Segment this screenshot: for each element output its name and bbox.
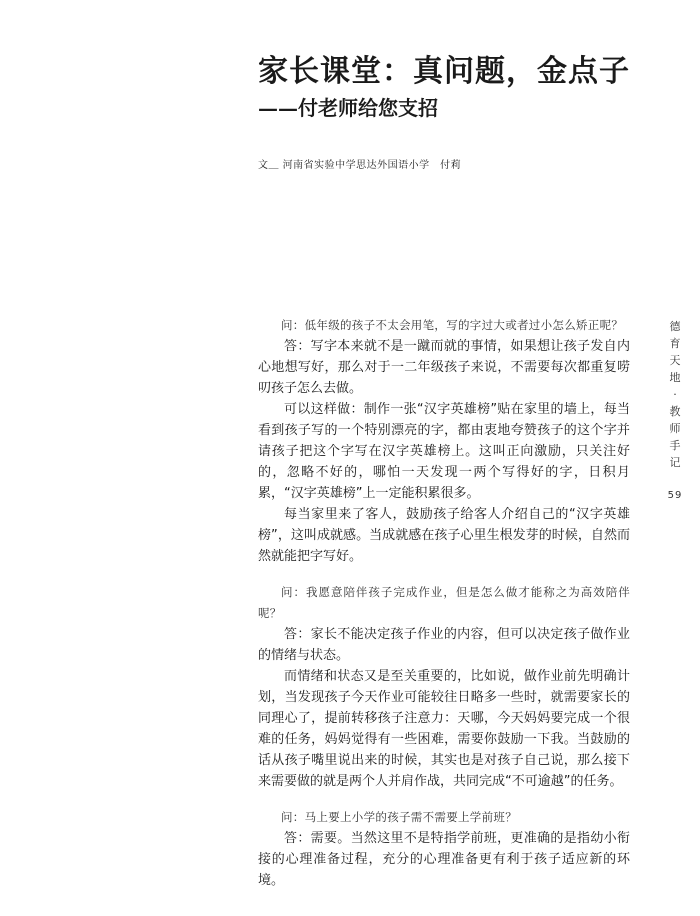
column-char: 师 <box>669 422 681 435</box>
article-title: 家长课堂：真问题，金点子 <box>258 54 630 89</box>
column-char: 天 <box>669 354 681 367</box>
answer-paragraph: 而情绪和状态又是至关重要的，比如说，做作业前先明确计划，当发现孩子今天作业可能较往日略多一些时，就需要家长的同理心了，提前转移孩子注意力：天哪，今天妈妈要完成一个很难的任务，妈妈觉得有一些困难，需要你鼓励一下我。当鼓励的话从孩子嘴里说出来的时候，其实也是对孩子自己说，那么接下来需要做的就是两个人并肩作战，共同完成“不可逾越”的任务。 <box>258 669 630 789</box>
column-char: 手 <box>669 439 681 452</box>
author-byline: 文＿ 河南省实验中学思达外国语小学 付莉 <box>258 160 462 171</box>
article-subtitle: ——付老师给您支招 <box>258 96 438 120</box>
answer-paragraph: 答：家长不能决定孩子作业的内容，但可以决定孩子做作业的情绪与状态。 <box>258 627 630 663</box>
qa-section-2 <box>258 582 630 792</box>
section-gap <box>258 792 630 807</box>
column-char: 德 <box>669 320 681 333</box>
column-char: 地 <box>669 371 681 384</box>
question-3: 问：马上要上小学的孩子需不需要上学前班？ <box>281 810 517 824</box>
answer-paragraph: 答：写字本来就不是一蹴而就的事情，如果想让孩子发自内心地想写好，那么对于一二年级孩子来说，不需要每次都重复唠叨孩子怎么去做。 <box>258 339 630 396</box>
section-gap <box>258 567 630 582</box>
answer-paragraph: 可以这样做：制作一张“汉字英雄榜”贴在家里的墙上，每当看到孩子写的一个特别漂亮的字，都由衷地夸赞孩子的这个字并请孩子把这个字写在汉字英雄榜上。这叫正向激励，只关注好的，忽略不好的，哪怕一天发现一两个写得好的字，日积月累，“汉字英雄榜”上一定能积累很多。 <box>258 402 630 501</box>
column-char: 育 <box>669 337 681 350</box>
qa-section-1 <box>258 315 630 567</box>
column-char: 记 <box>669 456 681 469</box>
column-char: · <box>673 388 677 401</box>
column-sidebar <box>665 318 685 504</box>
qa-section-3 <box>258 807 630 891</box>
question-2: 问：我愿意陪伴孩子完成作业，但是怎么做才能称之为高效陪伴呢？ <box>258 585 630 620</box>
answer-paragraph: 每当家里来了客人，鼓励孩子给客人介绍自己的“汉字英雄榜”，这叫成就感。当成就感在孩子心里生根发芽的时候，自然而然就能把字写好。 <box>258 507 630 564</box>
article-body <box>258 315 630 891</box>
answer-paragraph: 答：需要。当然这里不是特指学前班，更准确的是指幼小衔接的心理准备过程，充分的心理准备更有利于孩子适应新的环境。 <box>258 831 630 888</box>
column-char: 教 <box>669 405 681 418</box>
page-number: 59 <box>667 490 683 501</box>
question-1: 问：低年级的孩子不太会用笔，写的字过大或者过小怎么矫正呢？ <box>281 318 624 332</box>
